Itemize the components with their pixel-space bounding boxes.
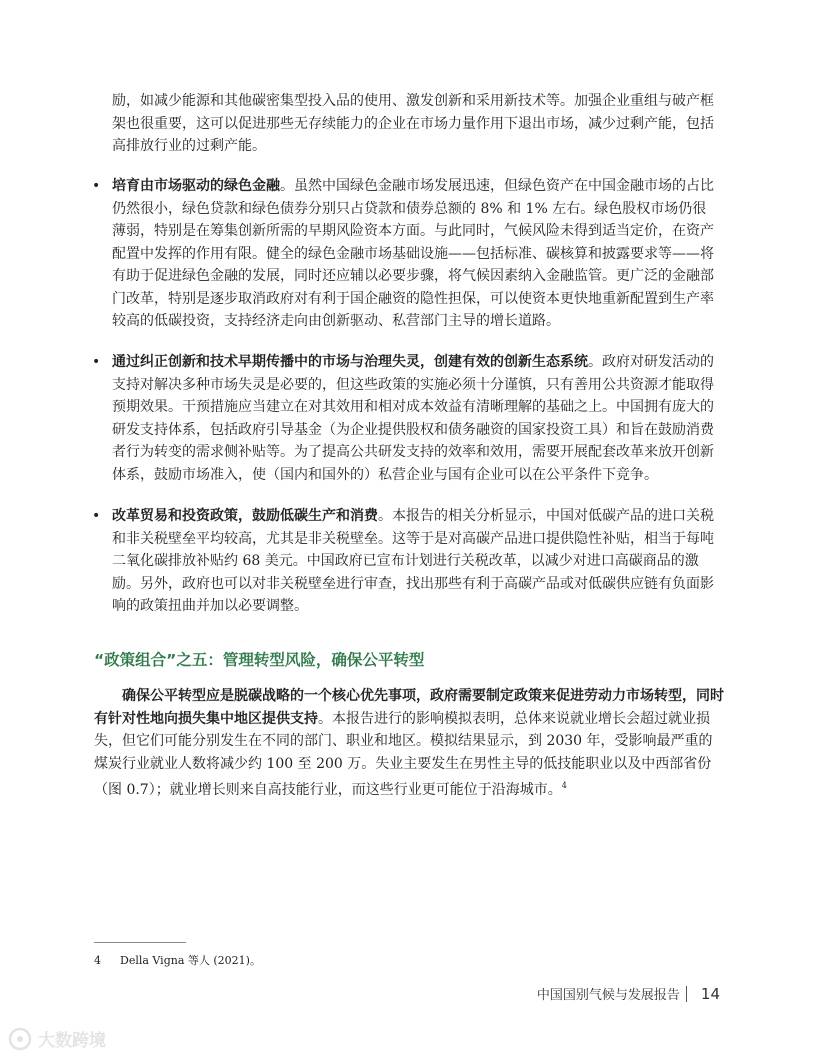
bullet-text: 。政府对研发活动的支持对解决多种市场失灵是必要的，但这些政策的实施必须十分谨慎，只有善用公共资源才能取得预期效果。干预措施应当建立在对其效用和相对成本效益有清晰理解的基础之上。中国拥有庞大的研发支持体系，包括政府引导基金（为企业提供股权和债务融资的国家投资工具）和旨在鼓励消费者行为转变的需求侧补贴等。为了提高公共研发支持的效率和效用，需要开展配套改革来放开创新体系，鼓励市场准入，使（国内和国外的）私营企业与国有企业可以在公平条件下竞争。 bbox=[112, 354, 714, 483]
section-heading: “政策组合”之五：管理转型风险，确保公平转型 bbox=[94, 651, 425, 669]
bullet-green-finance bbox=[92, 175, 720, 333]
bullet-marker: • bbox=[92, 354, 101, 370]
footnote-text: Della Vigna 等人 (2021)。 bbox=[120, 954, 261, 967]
footnote-divider bbox=[94, 942, 186, 943]
bullet-lead: 培育由市场驱动的绿色金融 bbox=[112, 178, 280, 194]
bullet-marker: • bbox=[92, 178, 101, 194]
footnote-ref[interactable]: 4 bbox=[561, 781, 567, 790]
watermark bbox=[8, 1026, 106, 1051]
footnote-number: 4 bbox=[94, 954, 101, 967]
page-number: 14 bbox=[700, 984, 720, 1003]
bullet-text: 。本报告的相关分析显示，中国对低碳产品的进口关税和非关税壁垒平均较高，尤其是非关税壁垒。这等于是对高碳产品进口提供隐性补贴，相当于每吨二氧化碳排放补贴约 68 美元。中国政府已宣布计划进行关税改革，以减少对进口高碳商品的激励。另外，政府也可以对非关税壁垒进行审查，找出那些有利于高碳产品或对低碳供应链有负面影响的政策扭曲并加以必要调整。 bbox=[112, 508, 714, 614]
bullet-marker: • bbox=[92, 508, 101, 524]
section-paragraph bbox=[94, 685, 724, 802]
watermark-text: 大数跨境 bbox=[38, 1031, 106, 1051]
bullet-trade-investment bbox=[92, 505, 720, 618]
bullet-lead: 通过纠正创新和技术早期传播中的市场与治理失灵，创建有效的创新生态系统 bbox=[112, 354, 588, 370]
section-lead: 确保公平转型应是脱碳战略的一个核心优先事项，政府需要制定政策来促进劳动力市场转型，同时有针对性地向损失集中地区提供支持 bbox=[94, 688, 724, 727]
footer-separator bbox=[686, 986, 687, 1002]
section-text: 。本报告进行的影响模拟表明，总体来说就业增长会超过就业损失，但它们可能分别发生在不同的部门、职业和地区。模拟结果显示，到 2030 年，受影响最严重的煤炭行业就业人数将减少约 100 至 200 万。失业主要发生在男性主导的低技能职业以及中西部省份（图 0.7）；就业增长则来自高技能行业，而这些行业更可能位于沿海城市。 bbox=[94, 710, 713, 798]
bullet-lead: 改革贸易和投资政策，鼓励低碳生产和消费 bbox=[112, 508, 378, 524]
footnote bbox=[94, 952, 694, 968]
footer-title: 中国国别气候与发展报告 bbox=[536, 988, 680, 1003]
bullet-innovation-ecosystem bbox=[92, 351, 720, 486]
page-footer bbox=[537, 984, 720, 1003]
intro-paragraph: 励，如减少能源和其他碳密集型投入品的使用、激发创新和采用新技术等。加强企业重组与破产框架也很重要，这可以促进那些无存续能力的企业在市场力量作用下退出市场，减少过剩产能，包括高排放行业的过剩产能。 bbox=[112, 93, 714, 154]
watermark-logo-icon bbox=[8, 1027, 32, 1051]
bullet-text: 。虽然中国绿色金融市场发展迅速，但绿色资产在中国金融市场的占比仍然很小，绿色贷款和绿色债券分别只占贷款和债券总额的 8% 和 1% 左右。绿色股权市场仍很薄弱，特别是在筹集创新所需的早期风险资本方面。与此同时，气候风险未得到适当定价，在资产配置中发挥的作用有限。健全的绿色金融市场基础设施——包括标准、碳核算和披露要求等——将有助于促进绿色金融的发展，同时还应辅以必要步骤，将气候因素纳入金融监管。更广泛的金融部门改革，特别是逐步取消政府对有利于国企融资的隐性担保，可以使资本更快地重新配置到生产率较高的低碳投资，支持经济走向由创新驱动、私营部门主导的增长道路。 bbox=[112, 178, 714, 329]
